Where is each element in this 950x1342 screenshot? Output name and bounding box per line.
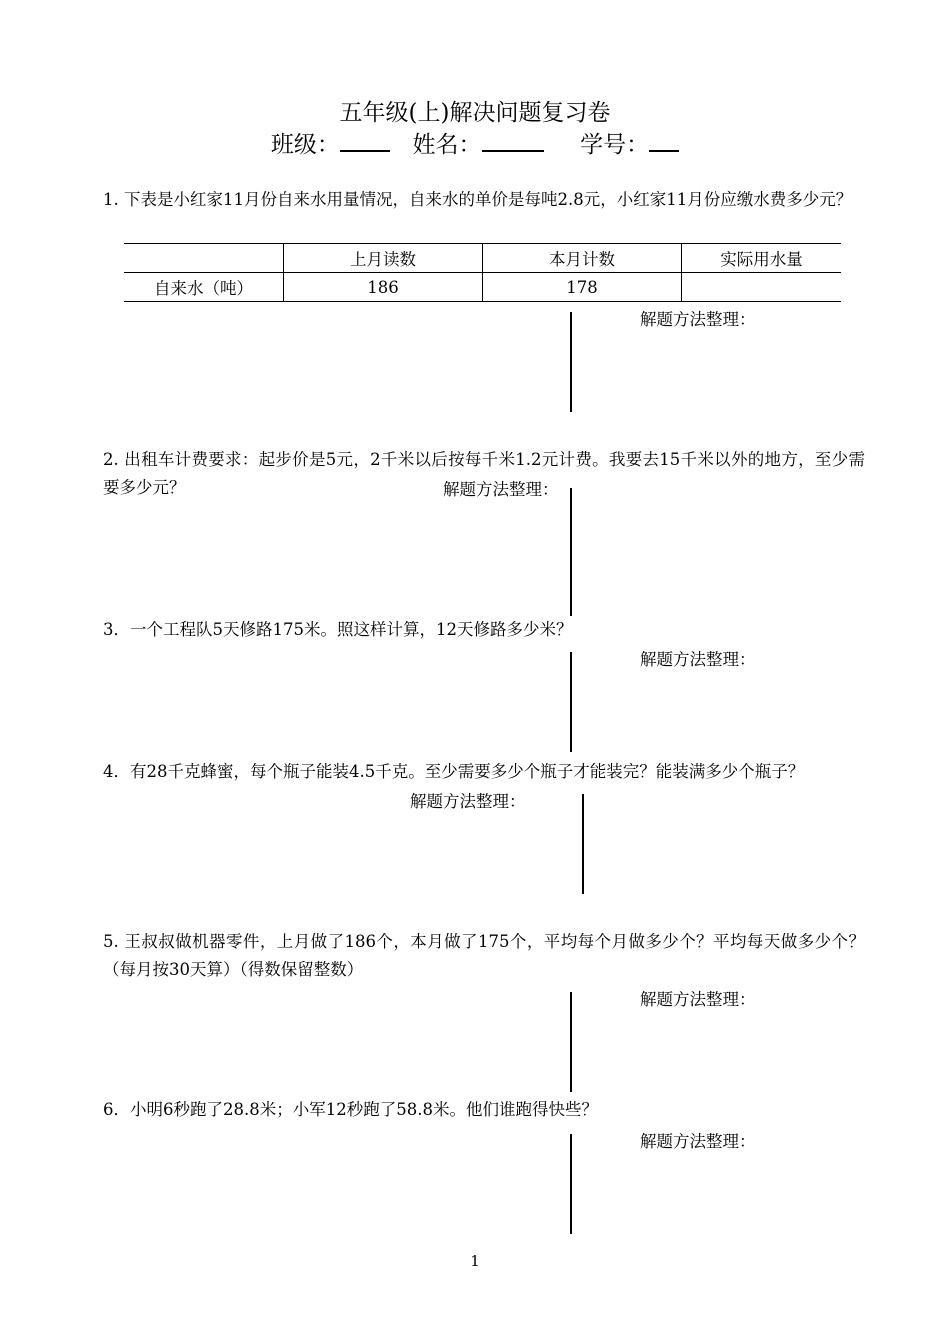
table-header-cell: 实际用水量 — [682, 244, 842, 273]
student-info-line — [0, 128, 950, 160]
method-label: 解题方法整理： — [410, 792, 526, 811]
class-label: 班级： — [270, 132, 340, 158]
method-label: 解题方法整理： — [640, 990, 756, 1009]
page-title: 五年级(上)解决问题复习卷 — [339, 100, 611, 126]
question-2-text: 2. 出租车计费要求：起步价是5元，2千米以后按每千米1.2元计费。我要去15千米以外的地方，至少需要多少元？ — [103, 450, 865, 497]
divider-line — [570, 992, 572, 1092]
class-blank[interactable] — [340, 128, 390, 152]
id-label: 学号： — [580, 132, 650, 158]
question-1-text: 1. 下表是小红家11月份自来水用量情况，自来水的单价是每吨2.8元，小红家11月份应缴水费多少元？ — [103, 190, 853, 209]
table-header-cell: 本月计数 — [483, 244, 682, 273]
table-header-row — [124, 244, 841, 273]
table-answer-cell[interactable] — [682, 273, 842, 302]
question-3-text: 3．一个工程队5天修路175米。照这样计算，12天修路多少米？ — [103, 620, 573, 639]
divider-line — [570, 488, 572, 616]
method-label: 解题方法整理： — [443, 480, 559, 499]
divider-line — [570, 1134, 572, 1234]
divider-line — [570, 652, 572, 752]
table-cell: 178 — [483, 273, 682, 302]
method-label: 解题方法整理： — [640, 1132, 756, 1151]
method-label: 解题方法整理： — [640, 310, 756, 329]
table-cell: 自来水（吨） — [124, 273, 284, 302]
question-4-text: 4．有28千克蜂蜜，每个瓶子能装4.5千克。至少需要多少个瓶子才能装完？能装满多少个瓶子？ — [103, 762, 805, 781]
name-blank[interactable] — [482, 128, 544, 152]
page-number: 1 — [470, 1252, 480, 1270]
divider-line — [570, 312, 572, 412]
question-6-text: 6．小明6秒跑了28.8米；小军12秒跑了58.8米。他们谁跑得快些？ — [103, 1100, 598, 1119]
water-usage-table — [124, 243, 841, 302]
table-header-cell: 上月读数 — [284, 244, 483, 273]
table-row — [124, 273, 841, 302]
id-blank[interactable] — [649, 128, 679, 152]
divider-line — [582, 794, 584, 894]
question-5-text: 5. 王叔叔做机器零件，上月做了186个，本月做了175个，平均每个月做多少个？平均每天做多少个？（每月按30天算）（得数保留整数） — [103, 932, 865, 979]
method-label: 解题方法整理： — [640, 650, 756, 669]
table-header-cell — [124, 244, 284, 273]
table-cell: 186 — [284, 273, 483, 302]
name-label: 姓名： — [412, 132, 482, 158]
